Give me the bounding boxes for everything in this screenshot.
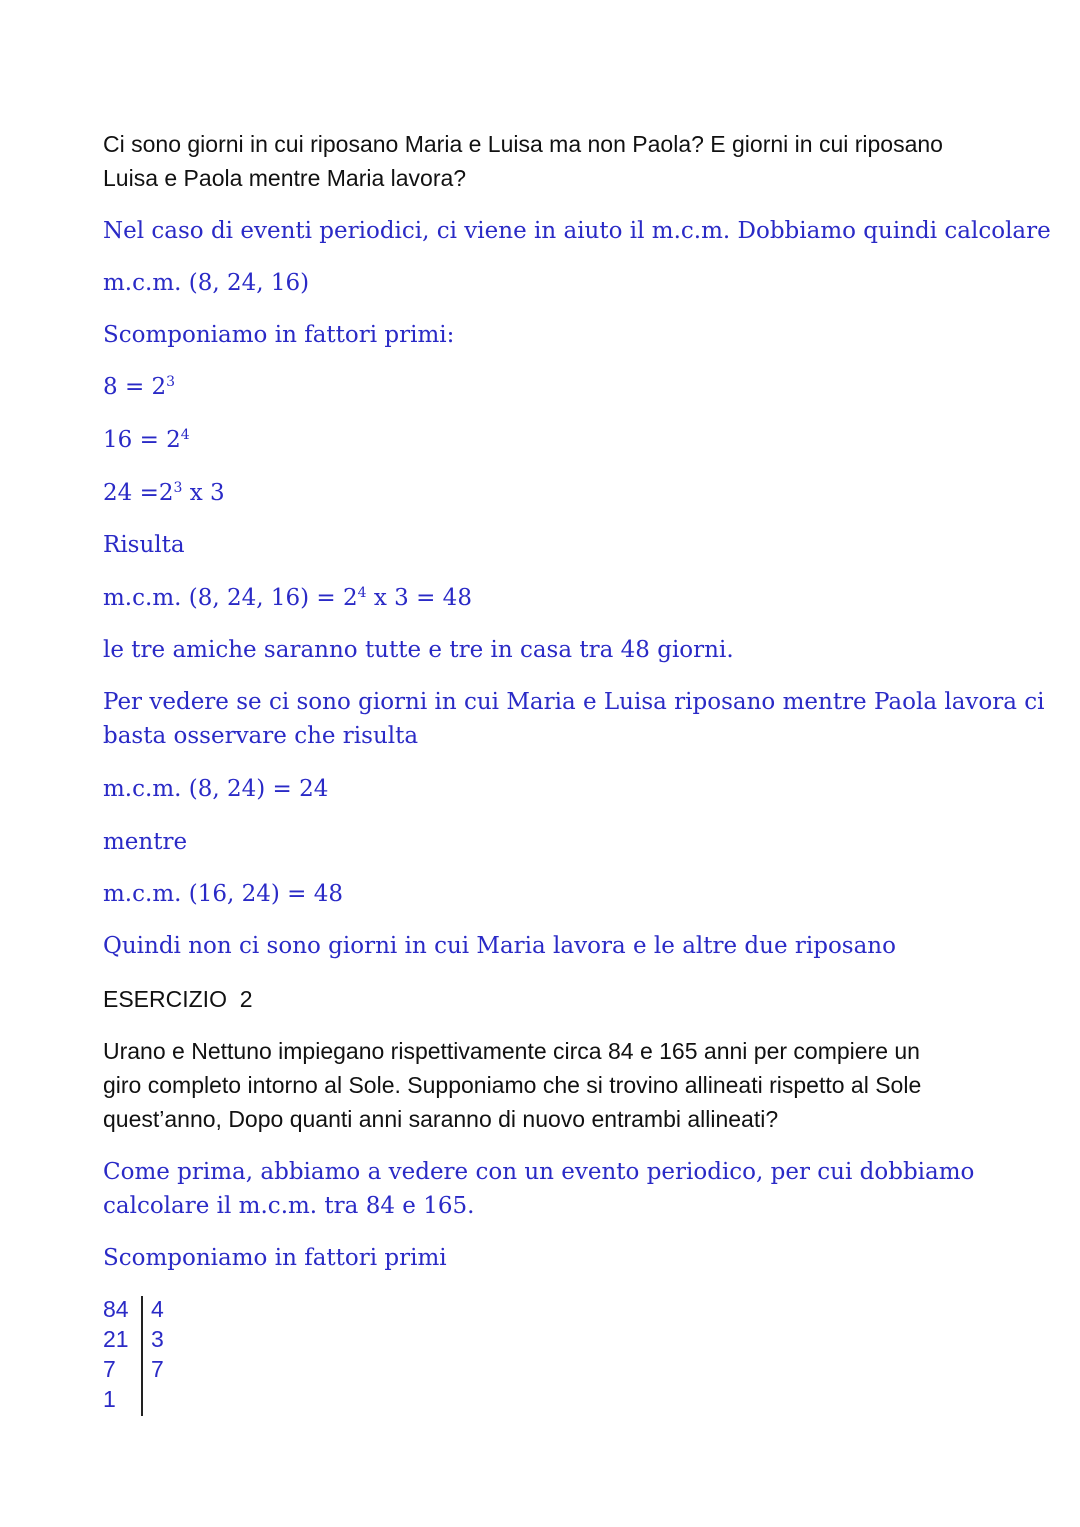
result-label: Risulta bbox=[103, 532, 185, 558]
factorization-16: $16 = 2^4$ bbox=[103, 427, 190, 453]
check-paragraph bbox=[103, 685, 1045, 753]
factor-table-divider bbox=[141, 1296, 143, 1416]
factor-right-value: 4 bbox=[151, 1296, 164, 1322]
factor-left-value: 84 bbox=[103, 1296, 129, 1322]
question-1-line-2: Luisa e Paola mentre Maria lavora? bbox=[103, 165, 467, 191]
conclusion: le tre amiche saranno tutte e tre in casa tra 48 giorni. bbox=[103, 637, 734, 663]
factor-right-value: 3 bbox=[151, 1326, 164, 1352]
check-line-2: basta osservare che risulta bbox=[103, 723, 419, 749]
exercise-2-answer-line-2: calcolare il m.c.m. tra 84 e 165. bbox=[103, 1193, 475, 1219]
factorization-24: $24 =2^3$ x 3 bbox=[103, 480, 225, 506]
answer-intro: Nel caso di eventi periodici, ci viene in aiuto il m.c.m. Dobbiamo quindi calcolare bbox=[103, 218, 1051, 244]
factor-left-value: 1 bbox=[103, 1386, 116, 1412]
mcm-16-24: m.c.m. (16, 24) = 48 bbox=[103, 881, 344, 907]
mcm-8-24: m.c.m. (8, 24) = 24 bbox=[103, 776, 329, 802]
question-1 bbox=[103, 127, 943, 195]
mcm-result: m.c.m. (8, 24, $16) = 2^4$ x 3 = 48 bbox=[103, 585, 472, 611]
exercise-2-answer bbox=[103, 1155, 974, 1223]
exercise-2-question-line-1: Urano e Nettuno impiegano rispettivamente circa 84 e 165 anni per compiere un bbox=[103, 1038, 920, 1064]
factor-table bbox=[103, 1294, 173, 1416]
while-label: mentre bbox=[103, 829, 188, 855]
decompose-label: Scomponiamo in fattori primi: bbox=[103, 322, 455, 348]
exercise-2-question bbox=[103, 1034, 921, 1136]
exercise-2-answer-line-1: Come prima, abbiamo a vedere con un evento periodico, per cui dobbiamo bbox=[103, 1159, 975, 1185]
factor-right-value: 7 bbox=[151, 1356, 164, 1382]
exercise-2-decompose-label: Scomponiamo in fattori primi bbox=[103, 1245, 447, 1271]
check-line-1: Per vedere se ci sono giorni in cui Maria e Luisa riposano mentre Paola lavora ci bbox=[103, 689, 1045, 715]
factorization-8: $8 = 2^3$ bbox=[103, 374, 176, 400]
factor-left-value: 21 bbox=[103, 1326, 129, 1352]
exercise-2-question-line-3: quest’anno, Dopo quanti anni saranno di nuovo entrambi allineati? bbox=[103, 1106, 779, 1132]
mcm-expression: m.c.m. (8, 24, 16) bbox=[103, 270, 310, 296]
question-1-line-1: Ci sono giorni in cui riposano Maria e Luisa ma non Paola? E giorni in cui riposano bbox=[103, 131, 943, 157]
factor-left-value: 7 bbox=[103, 1356, 116, 1382]
final-answer: Quindi non ci sono giorni in cui Maria lavora e le altre due riposano bbox=[103, 933, 896, 959]
factor-table-left-column bbox=[103, 1294, 129, 1414]
exercise-2-heading: ESERCIZIO 2 bbox=[103, 986, 253, 1012]
exercise-2-question-line-2: giro completo intorno al Sole. Supponiamo che si trovino allineati rispetto al Sole bbox=[103, 1072, 922, 1098]
factor-table-right-column bbox=[151, 1294, 164, 1384]
